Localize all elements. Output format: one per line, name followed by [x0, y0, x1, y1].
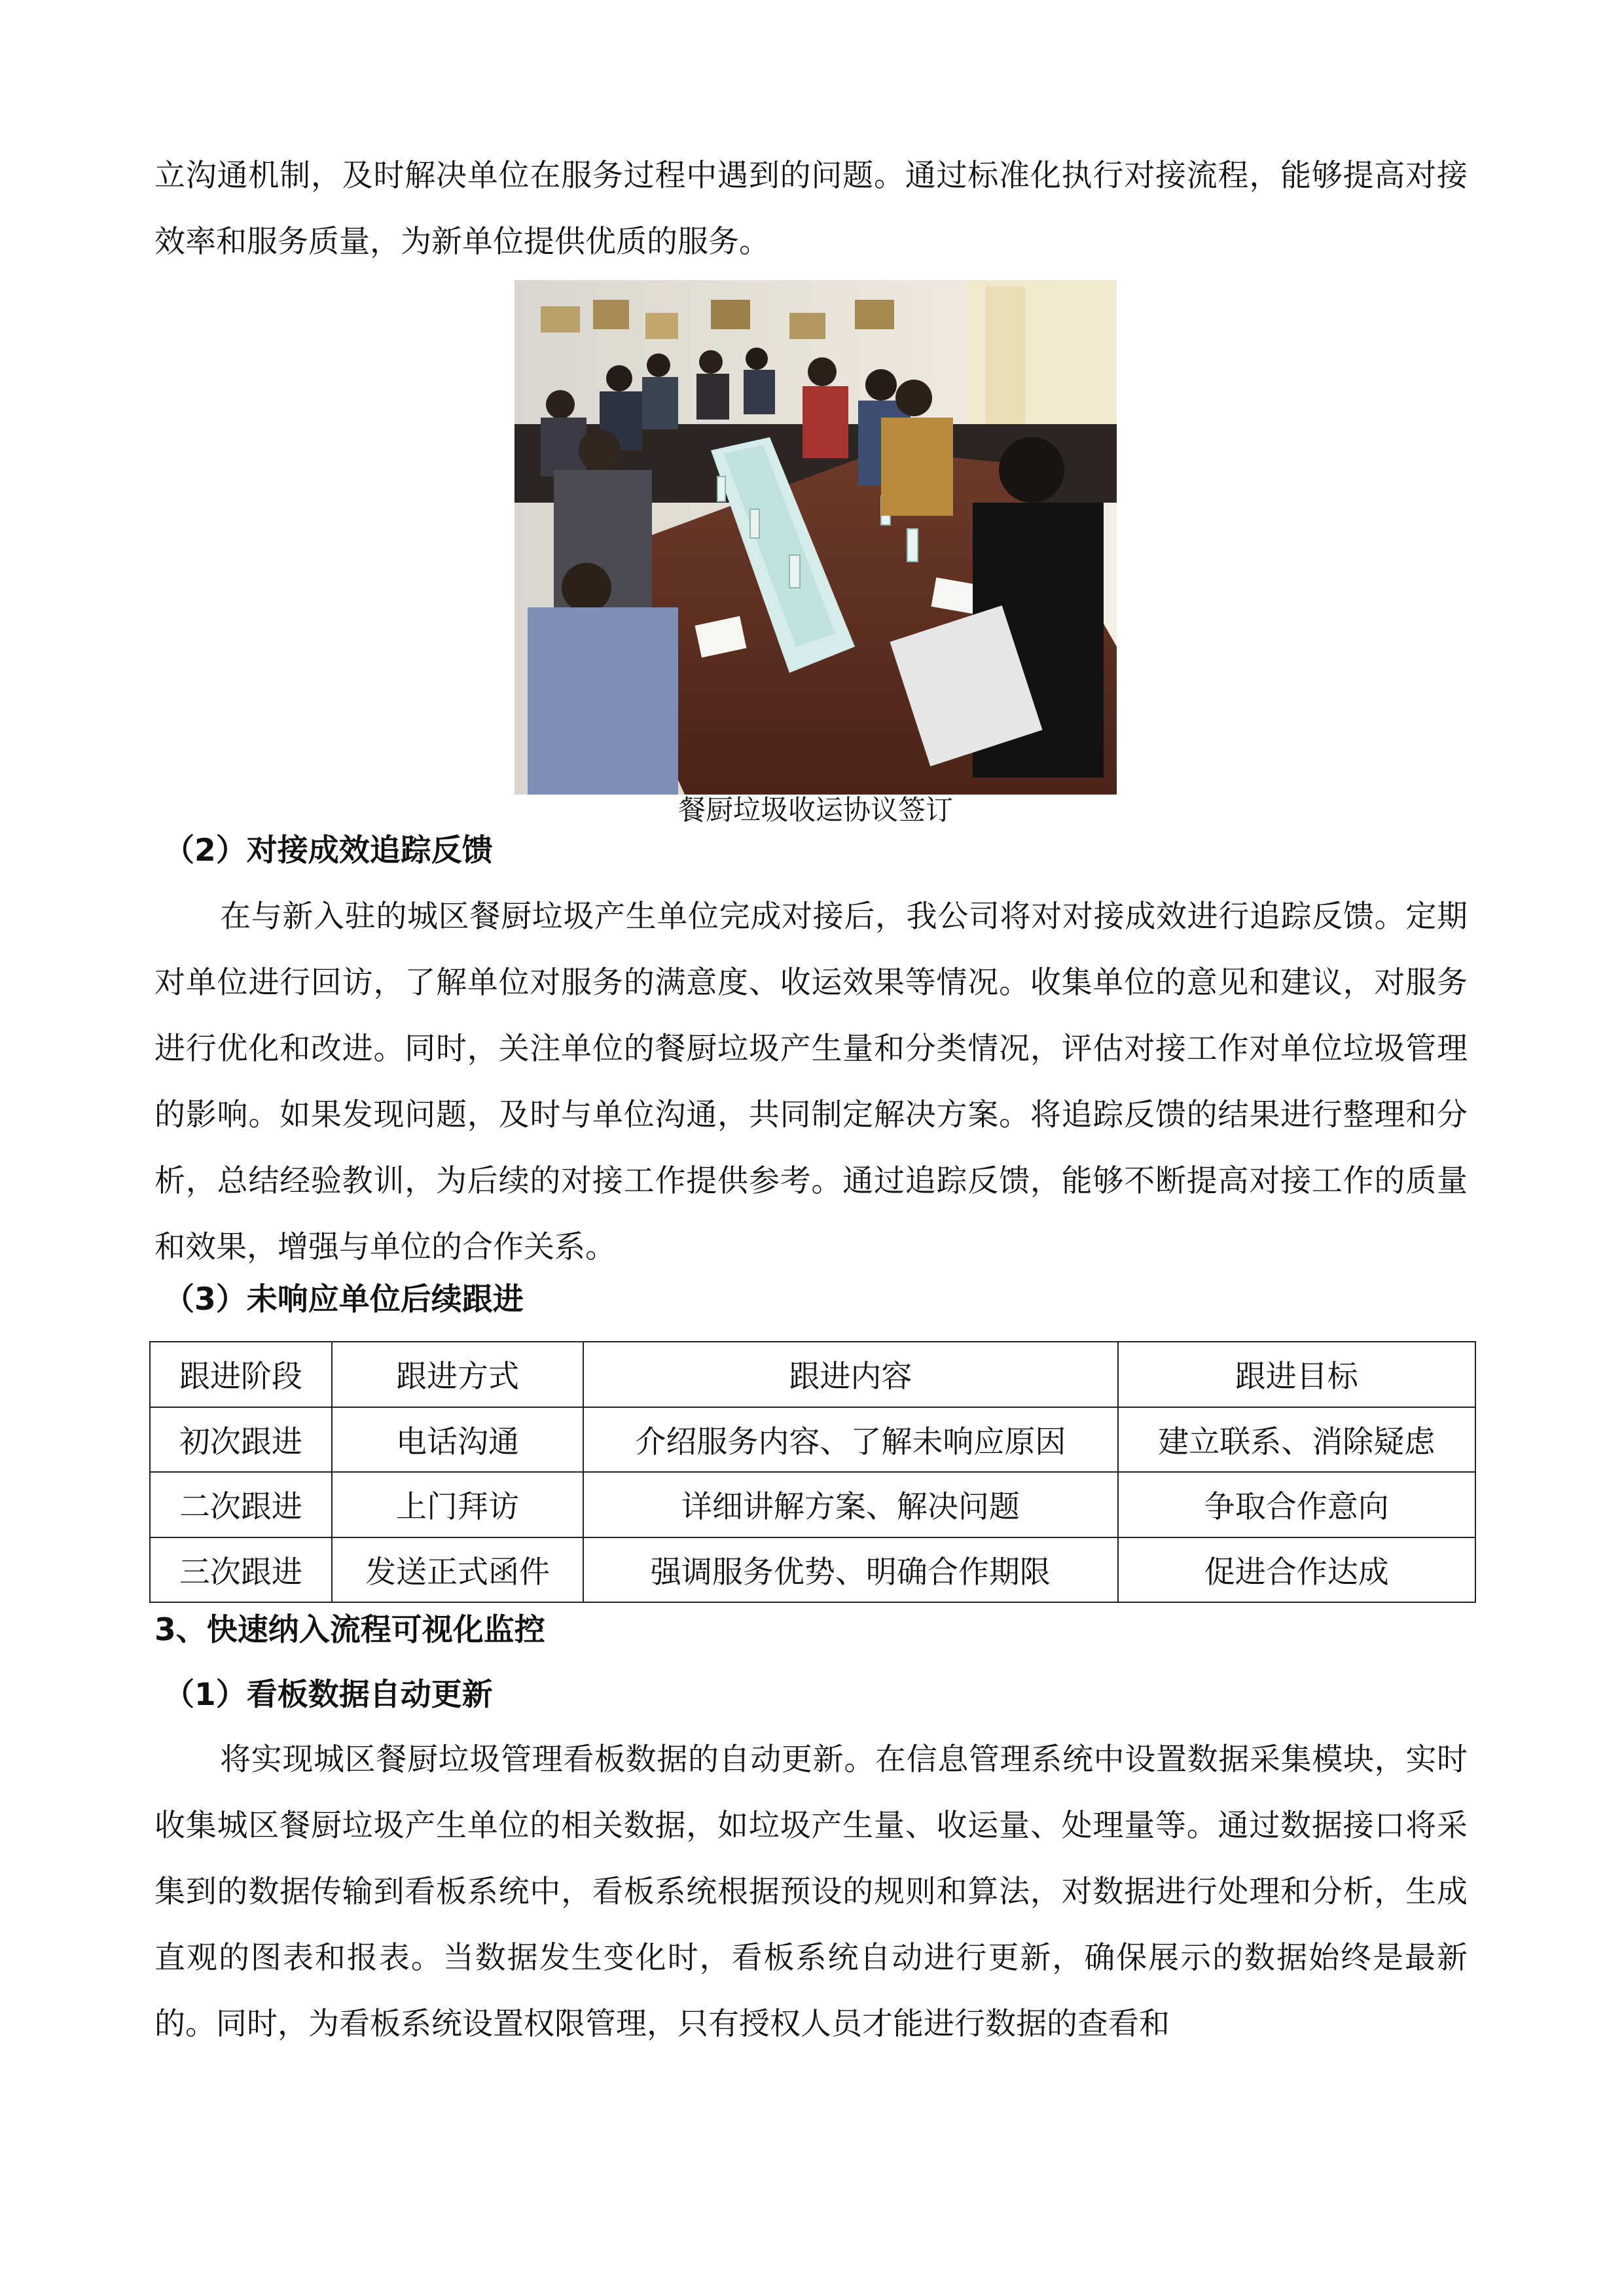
table-header-cell: 跟进目标: [1118, 1342, 1476, 1407]
paragraph-feedback: 在与新入驻的城区餐厨垃圾产生单位完成对接后，我公司将对对接成效进行追踪反馈。定期对单位进行回访，了解单位对服务的满意度、收运效果等情况。收集单位的意见和建议，对服务进行优化和改进。同时，关注单位的餐厨垃圾产生量和分类情况，评估对接工作对单位垃圾管理的影响。如果发现问题，及时与单位沟通，共同制定解决方案。将追踪反馈的结果进行整理和分析，总结经验教训，为后续的对接工作提供参考。通过追踪反馈，能够不断提高对接工作的质量和效果，增强与单位的合作关系。: [154, 899, 1468, 1265]
table-cell: 初次跟进: [150, 1407, 332, 1473]
table-cell: 建立联系、消除疑虑: [1118, 1407, 1476, 1473]
followup-table: [149, 1341, 1476, 1603]
table-header-row: [150, 1342, 1475, 1407]
photo-caption: 餐厨垃圾收运协议签订: [677, 794, 953, 826]
table-header-cell: 跟进阶段: [150, 1342, 332, 1407]
table-row: [150, 1537, 1475, 1603]
table-cell: 详细讲解方案、解决问题: [583, 1472, 1117, 1537]
table-cell: 上门拜访: [332, 1472, 584, 1537]
meeting-photo: [514, 280, 1117, 795]
table-header-cell: 跟进方式: [332, 1342, 584, 1407]
paragraph-intro-continuation: 立沟通机制，及时解决单位在服务过程中遇到的问题。通过标准化执行对接流程，能够提高对接效率和服务质量，为新单位提供优质的服务。: [154, 158, 1468, 260]
heading-section-3: 3、快速纳入流程可视化监控: [154, 1612, 545, 1648]
heading-followup: （3）未响应单位后续跟进: [164, 1282, 524, 1318]
table-cell: 三次跟进: [150, 1537, 332, 1603]
table-cell: 争取合作意向: [1118, 1472, 1476, 1537]
table-cell: 电话沟通: [332, 1407, 584, 1473]
table-cell: 促进合作达成: [1118, 1537, 1476, 1603]
paragraph-dashboard: 将实现城区餐厨垃圾管理看板数据的自动更新。在信息管理系统中设置数据采集模块，实时收集城区餐厨垃圾产生单位的相关数据，如垃圾产生量、收运量、处理量等。通过数据接口将采集到的数据传输到看板系统中，看板系统根据预设的规则和算法，对数据进行处理和分析，生成直观的图表和报表。当数据发生变化时，看板系统自动进行更新，确保展示的数据始终是最新的。同时，为看板系统设置权限管理，只有授权人员才能进行数据的查看和: [154, 1742, 1468, 2042]
table-header-cell: 跟进内容: [583, 1342, 1117, 1407]
table-cell: 二次跟进: [150, 1472, 332, 1537]
table-cell: 发送正式函件: [332, 1537, 584, 1603]
table-row: [150, 1472, 1475, 1537]
table-cell: 强调服务优势、明确合作期限: [583, 1537, 1117, 1603]
table-row: [150, 1407, 1475, 1473]
heading-dashboard: （1）看板数据自动更新: [164, 1677, 493, 1713]
table-cell: 介绍服务内容、了解未响应原因: [583, 1407, 1117, 1473]
heading-feedback: （2）对接成效追踪反馈: [164, 833, 493, 869]
